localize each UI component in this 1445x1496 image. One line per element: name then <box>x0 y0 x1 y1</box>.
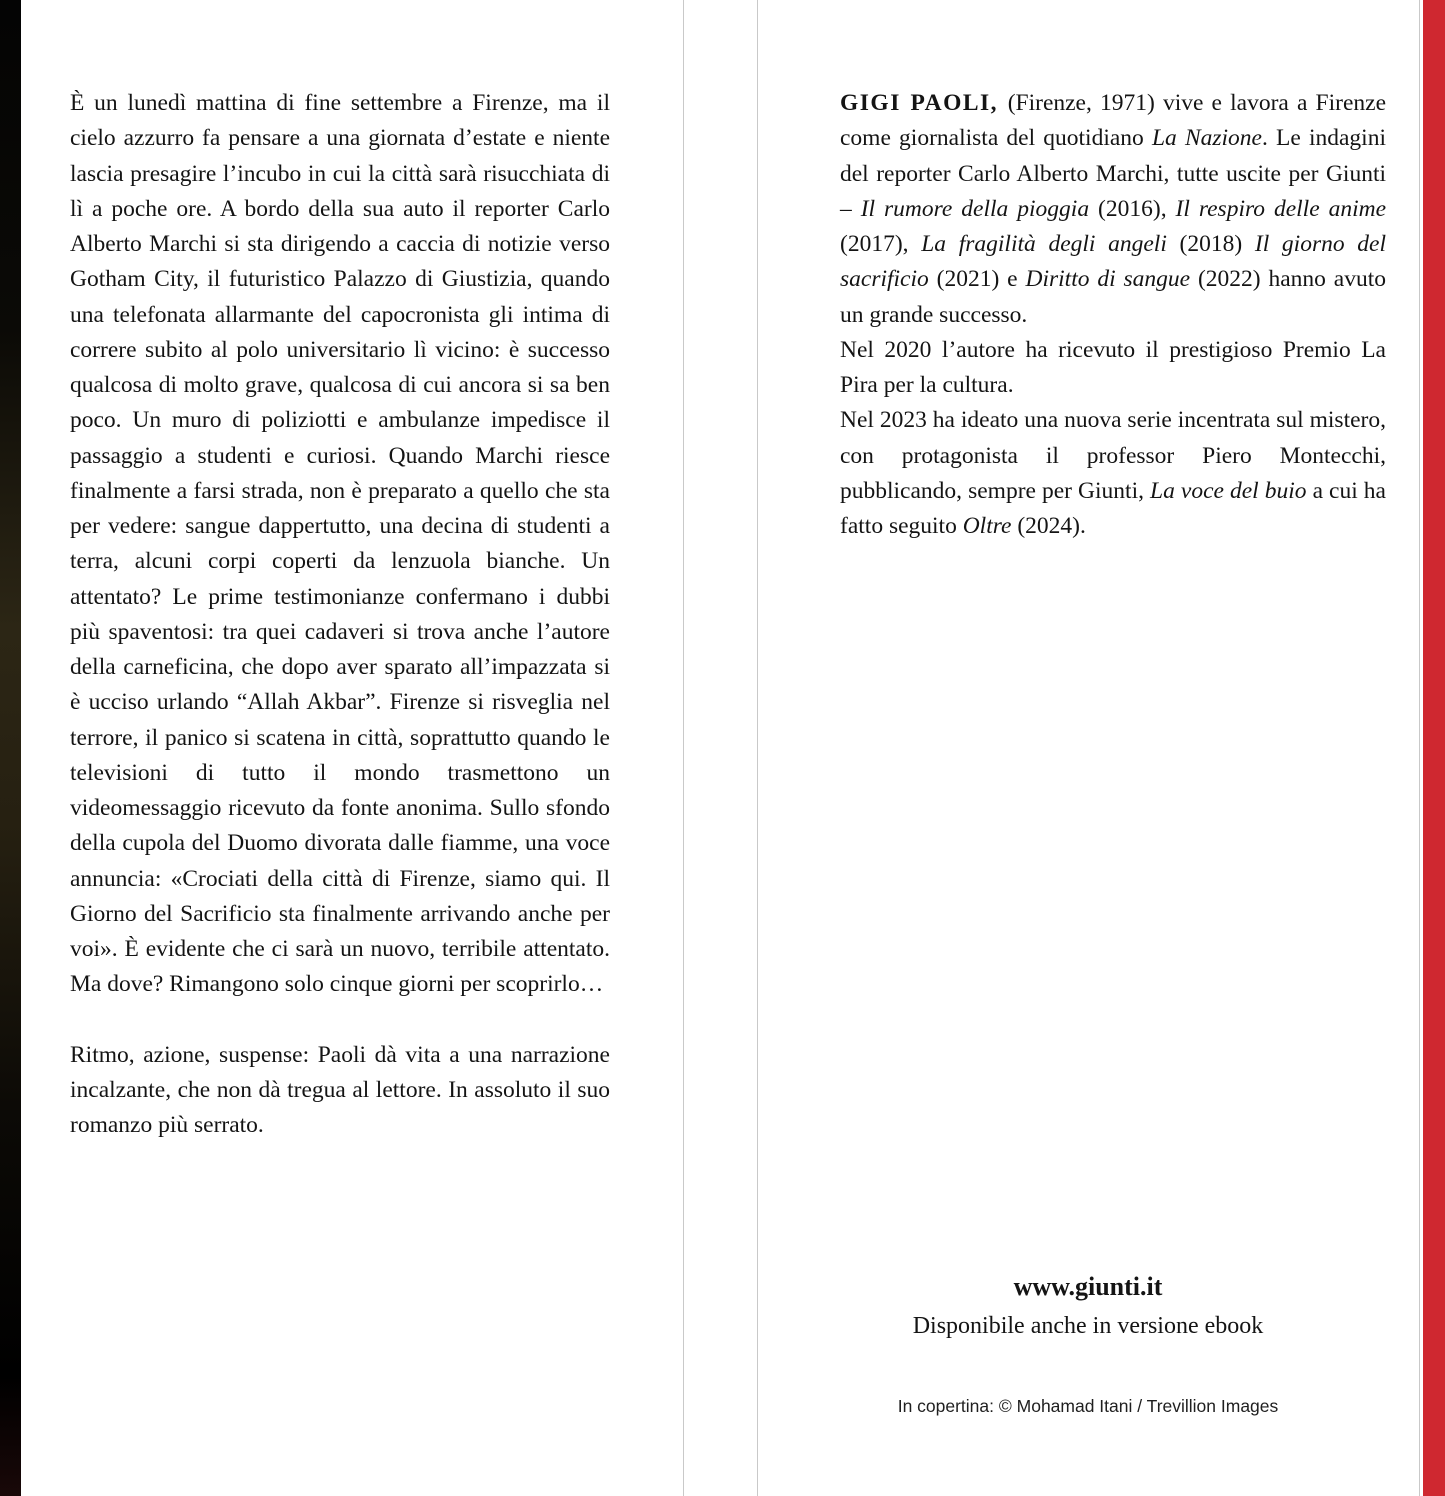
author-bio-paragraph-1: GIGI PAOLI, (Firenze, 1971) vive e lavora a Firenze come giornalista del quotidiano La Nazione. Le indagini del reporter Carlo Alberto Marchi, tutte uscite per Giunti – Il rumore della pioggia (2016), Il respiro delle anime (2017), La fragilità degli angeli (2018) Il giorno del sacrificio (2021) e Diritto di sangue (2022) hanno avuto un grande successo. <box>840 90 1387 328</box>
book-synopsis-text: È un lunedì mattina di fine settembre a Firenze, ma il cielo azzurro fa pensare a una giornata d’estate e niente lascia presagire l’incubo in cui la città sarà risucchiata di lì a poche ore. A bordo della sua auto il reporter Carlo Alberto Marchi si sta dirigendo a caccia di notizie verso Gotham City, il futuristico Palazzo di Giustizia, quando una telefonata allarmante del capocronista gli intima di correre subito al polo universitario lì vicino: è successo qualcosa di molto grave, qualcosa di cui ancora si sa ben poco. Un muro di poliziotti e ambulanze impedisce il passaggio a studenti e curiosi. Quando Marchi riesce finalmente a farsi strada, non è preparato a quello che sta per vedere: sangue dappertutto, una decina di studenti a terra, alcuni corpi coperti da lenzuola bianche. Un attentato? Le prime testimonianze confermano i dubbi più spaventosi: tra quei cadaveri si trova anche l’autore della carneficina, che dopo aver sparato all’impazzata si è ucciso urlando “Allah Akbar”. Firenze si risveglia nel terrore, il panico si scatena in città, soprattutto quando le televisioni di tutto il mondo trasmettono un videomessaggio ricevuto da fonte anonima. Sullo sfondo della cupola del Duomo divorata dalle fiamme, una voce annuncia: «Crociati della città di Firenze, siamo qui. Il Giorno del Sacrificio sta finalmente arrivando anche per voi». È evidente che ci sarà un nuovo, terribile attentato. Ma dove? Rimangono solo cinque giorni per scoprirlo… <box>70 90 610 998</box>
publisher-info-block <box>757 1272 1419 1417</box>
right-edge-fold-line <box>1419 0 1420 1496</box>
author-bio-paragraph-2: Nel 2020 l’autore ha ricevuto il prestigioso Premio La Pira per la cultura. <box>840 336 1386 398</box>
synopsis-closing-text: Ritmo, azione, suspense: Paoli dà vita a una narrazione incalzante, che non dà tregua al lettore. In assoluto il suo romanzo più serrato. <box>70 1041 610 1138</box>
ebook-availability-note: Disponibile anche in versione ebook <box>912 1313 1264 1339</box>
left-spine-strip <box>0 0 21 1496</box>
publisher-website-url: www.giunti.it <box>1013 1272 1163 1301</box>
left-flap-fold-line <box>683 0 684 1496</box>
right-red-edge-strip <box>1423 0 1445 1496</box>
cover-photo-credit: In copertina: © Mohamad Itani / Trevillion Images <box>897 1396 1279 1416</box>
right-flap <box>840 86 1386 544</box>
left-flap <box>70 86 610 1143</box>
author-bio-paragraph-3: Nel 2023 ha ideato una nuova serie incentrata sul mistero, con protagonista il professor Piero Montecchi, pubblicando, sempre per Giunti, La voce del buio a cui ha fatto seguito Oltre (2024). <box>840 407 1386 539</box>
